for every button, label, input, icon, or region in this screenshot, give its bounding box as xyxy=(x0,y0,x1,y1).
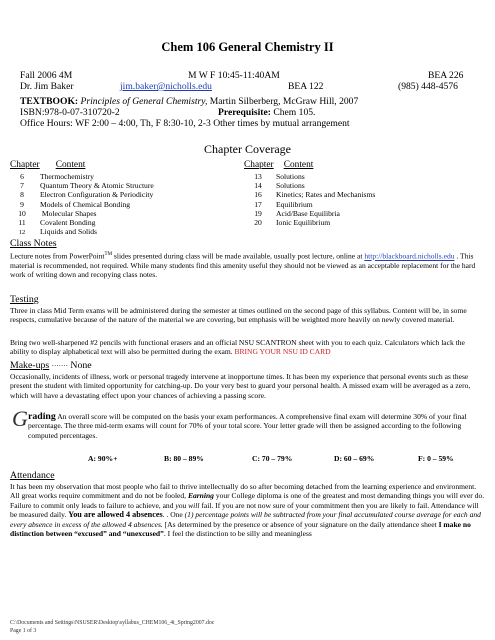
grade-d: D: 60 – 69% xyxy=(334,454,375,463)
grading-heading: rading xyxy=(28,411,56,422)
phone: (985) 448-4576 xyxy=(398,81,458,92)
grade-a: A: 90%+ xyxy=(88,454,118,463)
instructor: Dr. Jim Baker xyxy=(20,81,74,92)
chapter-list-left xyxy=(12,172,154,236)
class-notes-heading: Class Notes xyxy=(10,238,57,249)
term: Fall 2006 4M xyxy=(20,70,73,81)
chapter-header: Chapter xyxy=(244,160,274,170)
bring-id-notice: BRING YOUR NSU ID CARD xyxy=(234,347,331,357)
prerequisite xyxy=(218,107,315,118)
chapter-row: 11 Covalent Bonding xyxy=(18,217,96,227)
chapter-header: Chapter xyxy=(10,160,40,170)
textbook-title: Principles of General Chemistry, xyxy=(80,96,208,107)
chapter-row: 20 Ionic Equilibrium xyxy=(254,217,331,227)
chapter-row: 14 Solutions xyxy=(254,181,305,191)
isbn: ISBN:978-0-07-310720-2 xyxy=(20,107,120,118)
chapter-list-right xyxy=(248,172,375,227)
class-notes-text: Lecture notes from PowerPoint™ slides presented during class will be made available, usually post lecture, online at http://blackboard.nicholls.edu . This material is recommended, not required. While many students find this amenity useful they should not be viewed as an acceptable replacement for the hard work of writing down and recopying class notes. xyxy=(10,251,476,280)
content-header: Content xyxy=(55,160,86,170)
testing-paragraph-2: Bring two well-sharpened #2 pencils with functional erasers and an official NSU SCANTRON sheet with you to each quiz. Calculators which lack the ability to display alphabetical text will also be permitted during the exam. BRING YOUR NSU ID CARD xyxy=(10,338,465,357)
chapter-row: 19 Acid/Base Equilibria xyxy=(254,208,340,218)
makeups-leader: ······· xyxy=(51,362,68,370)
chapter-row: 16 Kinetics; Rates and Mechanisms xyxy=(254,190,376,200)
chapter-row: 12 Liquids and Solids xyxy=(18,227,97,237)
grade-f: F: 0 – 59% xyxy=(418,454,454,463)
course-title: Chem 106 General Chemistry II xyxy=(161,40,334,54)
chapter-row: 10 Molecular Shapes xyxy=(18,208,97,218)
attendance-text: It has been my observation that most people who fail to thrive intellectually do so after becoming detached from the learning experience and environment. All great works require commitment and do not be fooled, Earning your College diploma is one of the greatest and most demanding things you will ever do. Failure to commit only leads to failure to achieve, and you will fail. If you are not now sure of your commitment then you are likely to fail. Attendance will be measured daily. You are allowed 4 absences. . One (1) percentage points will be subtracted from your final accumulated course average for each and every absence in excess of the allowed 4 absences. [As determined by the presence or absence of your signature on the daily attendance sheet I make no distinction between “excused” and “unexcused”. I feel the distinction to be silly and meaningless xyxy=(10,482,485,539)
chapter-row: 7 Quantum Theory & Atomic Structure xyxy=(20,181,154,191)
office-hours: Office Hours: WF 2:00 – 4:00, Th, F 8:30-10, 2-3 Other times by mutual arrangement xyxy=(20,118,350,129)
left-column-header xyxy=(10,160,85,170)
room-2: BEA 122 xyxy=(288,81,324,92)
chapter-row: 6 Thermochemistry xyxy=(20,172,94,181)
makeups-heading-line xyxy=(10,360,92,371)
textbook-line: TEXTBOOK: Principles of General Chemistry, Martin Silberberg, McGraw Hill, 2007 xyxy=(20,96,359,107)
grade-c: C: 70 – 79% xyxy=(252,454,293,463)
makeups-text: Occasionally, incidents of illness, work or personal tragedy intervene at inopportune times. It has been my experience that personal events such as these present the student with limited opportunity for catching-up. Do your very best to guard your personal health. A missed exam will be averaged as a zero, which will have a devastating effect upon your chances of achieving a passing score. xyxy=(10,372,471,400)
makeups-value: None xyxy=(70,360,92,371)
makeups-heading: Make-ups xyxy=(10,360,50,371)
room-1: BEA 226 xyxy=(428,70,464,81)
right-column-header xyxy=(244,160,313,170)
chapter-coverage-title: Chapter Coverage xyxy=(204,142,291,156)
chapter-row: 9 Models of Chemical Bonding xyxy=(20,199,131,209)
attendance-heading: Attendance xyxy=(10,470,55,481)
instructor-email-link[interactable]: jim.baker@nicholls.edu xyxy=(120,81,212,92)
blackboard-link[interactable]: http://blackboard.nicholls.edu xyxy=(364,251,455,261)
grade-b: B: 80 – 89% xyxy=(164,454,204,463)
testing-heading: Testing xyxy=(10,294,39,305)
chapter-row: 13 Solutions xyxy=(254,172,305,181)
schedule: M W F 10:45-11:40AM xyxy=(188,70,280,81)
grading-text: rading An overall score will be computed on the basis your exam performances. A comprehensive final exam will determine 30% of your final percentage. The three mid-term exams will count for 70% of your total score. Your letter grade will then be assigned according to the following computed percentages. xyxy=(28,411,467,440)
chapter-row: 17 Equilibrium xyxy=(254,199,313,209)
footer-page-number: Page 1 of 3 xyxy=(10,628,37,634)
content-header: Content xyxy=(283,160,314,170)
testing-paragraph-1: Three in class Mid Term exams will be administered during the semester at times outlined on the second page of this syllabus. Content will be, in some respects, cumulative because of the nature of the material we are covering, but emphasis will be weighted more heavily on newly covered material. xyxy=(10,306,467,325)
footer-file-path: C:\Documents and Settings\NSUSER\Desktop\syllabus_CHEM106_4t_Spring2007.doc xyxy=(10,620,215,626)
grading-drop-cap: G xyxy=(12,406,28,431)
textbook-details: Martin Silberberg, McGraw Hill, 2007 xyxy=(209,96,359,107)
textbook-label: TEXTBOOK xyxy=(20,96,75,107)
prerequisite-label: Prerequisite: xyxy=(218,107,271,118)
chapter-row: 8 Electron Configuration & Periodicity xyxy=(20,190,154,200)
prerequisite-value: Chem 105. xyxy=(273,107,316,118)
